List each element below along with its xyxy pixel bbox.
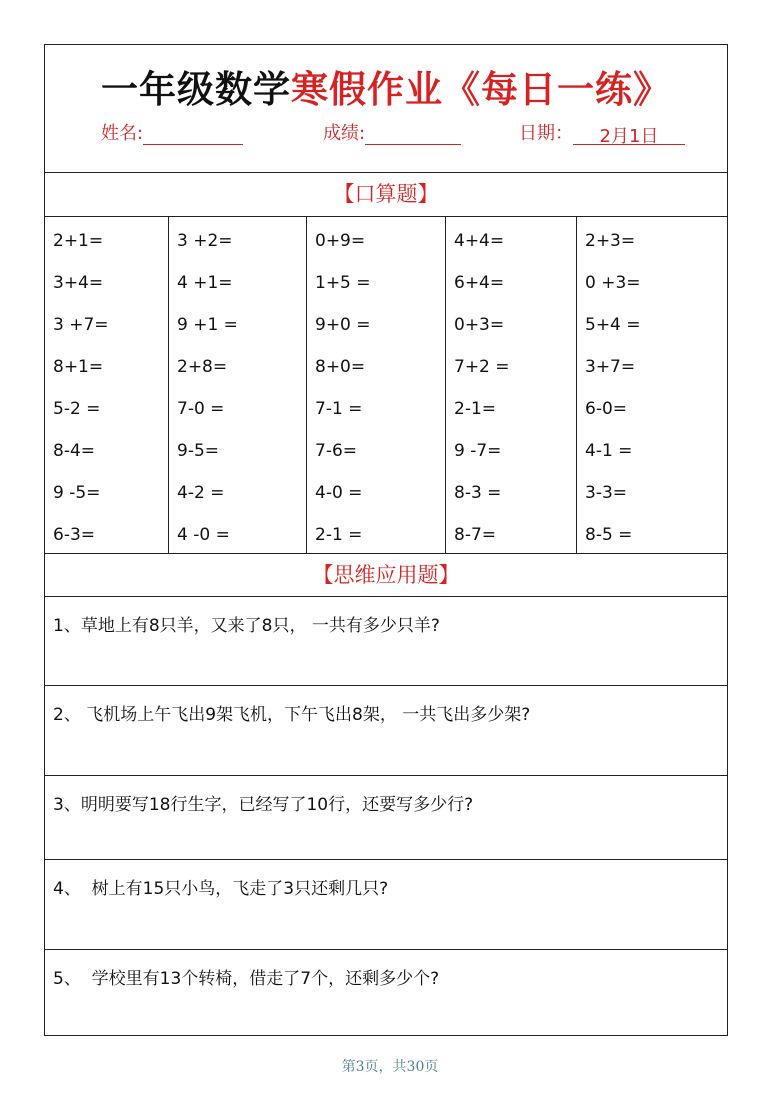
calc-equation: 8-4=	[53, 441, 96, 461]
calc-equation: 1+5 =	[315, 273, 371, 293]
word-problem-text: 1、草地上有8只羊，又来了8只， 一共有多少只羊?	[53, 616, 440, 636]
calc-equation: 6+4=	[454, 273, 505, 293]
score-label: 成绩:	[323, 123, 366, 144]
calc-equation: 8+0=	[315, 357, 366, 377]
calc-equation: 6-3=	[53, 525, 96, 545]
calc-equation: 3+4=	[53, 273, 104, 293]
calc-equation: 4-1 =	[585, 441, 633, 461]
calc-equation: 9 +1 =	[177, 315, 238, 335]
calc-equation: 0 +3=	[585, 273, 641, 293]
calc-equation: 9-5=	[177, 441, 220, 461]
score-blank[interactable]	[365, 122, 461, 145]
calc-equation: 5-2 =	[53, 399, 101, 419]
calc-equation: 3-3=	[585, 483, 628, 503]
calc-equation: 5+4 =	[585, 315, 641, 335]
calc-equation: 0+3=	[454, 315, 505, 335]
calc-equation: 8-5 =	[585, 525, 633, 545]
calc-equation: 4-2 =	[177, 483, 225, 503]
calc-grid	[45, 217, 727, 554]
word-problem	[45, 597, 727, 686]
worksheet-header	[45, 45, 727, 173]
calc-equation: 3+7=	[585, 357, 636, 377]
calc-equation: 7-0 =	[177, 399, 225, 419]
calc-equation: 9 -7=	[454, 441, 502, 461]
date-field[interactable]	[519, 119, 685, 145]
calc-equation: 6-0=	[585, 399, 628, 419]
calc-equation: 0+9=	[315, 231, 366, 251]
calc-equation: 3 +2=	[177, 231, 233, 251]
calc-equation: 7-1 =	[315, 399, 363, 419]
calc-equation: 4-0 =	[315, 483, 363, 503]
calc-equation: 8-3 =	[454, 483, 502, 503]
calc-equation: 3 +7=	[53, 315, 109, 335]
info-fields	[45, 119, 727, 149]
word-problem-text: 2、 飞机场上午飞出9架飞机，下午飞出8架， 一共飞出多少架?	[53, 705, 531, 725]
calc-equation: 9+0 =	[315, 315, 371, 335]
word-section-title: 【思维应用题】	[45, 554, 727, 597]
calc-equation: 2+3=	[585, 231, 636, 251]
page-title	[45, 59, 727, 113]
calc-equation: 2+8=	[177, 357, 228, 377]
calc-equation: 7+2 =	[454, 357, 510, 377]
word-problem	[45, 860, 727, 950]
name-label: 姓名:	[101, 123, 144, 144]
calc-column	[577, 217, 729, 553]
word-problem	[45, 950, 727, 1036]
calc-section-title: 【口算题】	[45, 172, 727, 217]
calc-column	[45, 217, 169, 553]
word-problem	[45, 686, 727, 776]
word-problem-text: 4、 树上有15只小鸟，飞走了3只还剩几只?	[53, 879, 389, 899]
calc-equation: 4+4=	[454, 231, 505, 251]
calc-equation: 4 +1=	[177, 273, 233, 293]
calc-column	[446, 217, 577, 553]
calc-column	[169, 217, 307, 553]
date-label: 日期：	[519, 123, 573, 144]
page-footer: 第3页，共30页	[341, 1059, 439, 1075]
score-field[interactable]	[323, 119, 461, 145]
calc-equation: 2-1 =	[315, 525, 363, 545]
date-value[interactable]: 2月1日	[573, 122, 685, 145]
calc-equation: 4 -0 =	[177, 525, 230, 545]
calc-equation: 2+1=	[53, 231, 104, 251]
calc-column	[307, 217, 446, 553]
calc-equation: 8-7=	[454, 525, 497, 545]
worksheet	[44, 44, 728, 1036]
calc-equation: 9 -5=	[53, 483, 101, 503]
calc-equation: 2-1=	[454, 399, 497, 419]
word-problem-text: 5、 学校里有13个转椅，借走了7个，还剩多少个?	[53, 969, 440, 989]
name-field[interactable]	[101, 119, 243, 145]
word-problem	[45, 776, 727, 860]
title-black-part: 一年级数学	[101, 68, 291, 111]
title-red-part: 寒假作业《每日一练》	[291, 68, 671, 111]
calc-equation: 7-6=	[315, 441, 358, 461]
name-blank[interactable]	[143, 122, 243, 145]
word-problem-text: 3、明明要写18行生字，已经写了10行，还要写多少行?	[53, 795, 474, 815]
calc-equation: 8+1=	[53, 357, 104, 377]
